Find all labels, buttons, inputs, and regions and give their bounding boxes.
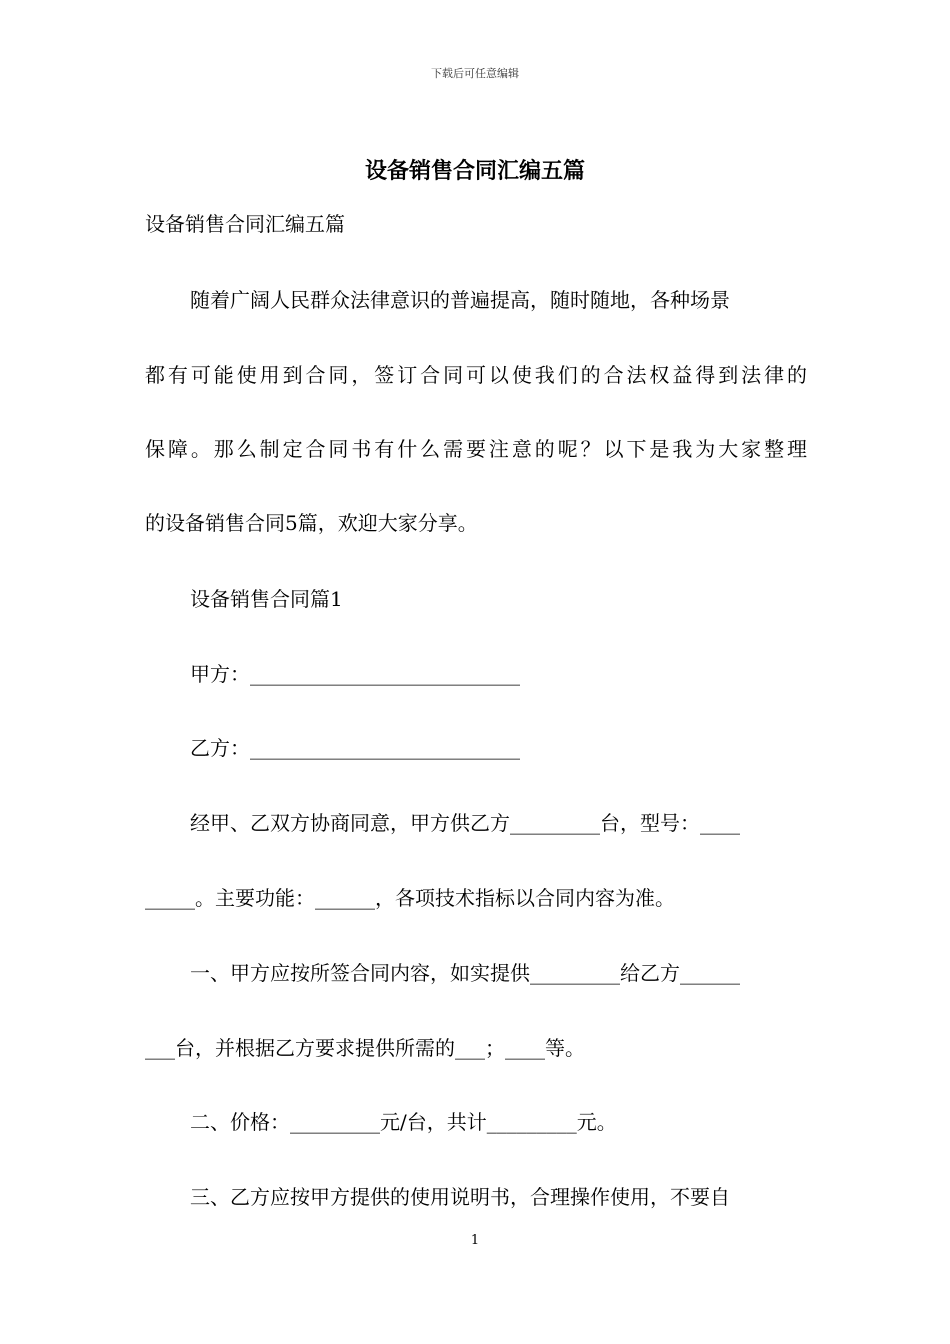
- clause-line: 三、乙方应按甲方提供的使用说明书，合理操作使用，不要自: [190, 1185, 730, 1209]
- clause-line: ___台，并根据乙方要求提供所需的___；____等。: [145, 1036, 585, 1060]
- party-a-line: 甲方：___________________________: [190, 662, 520, 686]
- party-b-line: 乙方：___________________________: [190, 736, 520, 760]
- section-heading: 设备销售合同篇1: [190, 587, 343, 611]
- paragraph-line: 随着广阔人民群众法律意识的普遍提高，随时随地，各种场景: [190, 288, 730, 312]
- paragraph-line: 保障。那么制定合同书有什么需要注意的呢？以下是我为大家整理: [145, 437, 807, 461]
- paragraph-line: _____。主要功能：______，各项技术指标以合同内容为准。: [145, 886, 675, 910]
- clause-line: 一、甲方应按所签合同内容，如实提供_________给乙方______: [190, 961, 740, 985]
- paragraph-line: 经甲、乙双方协商同意，甲方供乙方_________台，型号：____: [190, 811, 740, 835]
- subtitle-line: 设备销售合同汇编五篇: [145, 212, 345, 236]
- document-title: 设备销售合同汇编五篇: [364, 158, 585, 184]
- page-number: 1: [470, 1233, 480, 1248]
- paragraph-line: 的设备销售合同5篇，欢迎大家分享。: [145, 511, 478, 535]
- clause-line: 二、价格：_________元/台，共计_________元。: [190, 1110, 617, 1134]
- paragraph-line: 都有可能使用到合同，签订合同可以使我们的合法权益得到法律的: [145, 363, 807, 387]
- page-header-note: 下载后可任意编辑: [431, 67, 519, 80]
